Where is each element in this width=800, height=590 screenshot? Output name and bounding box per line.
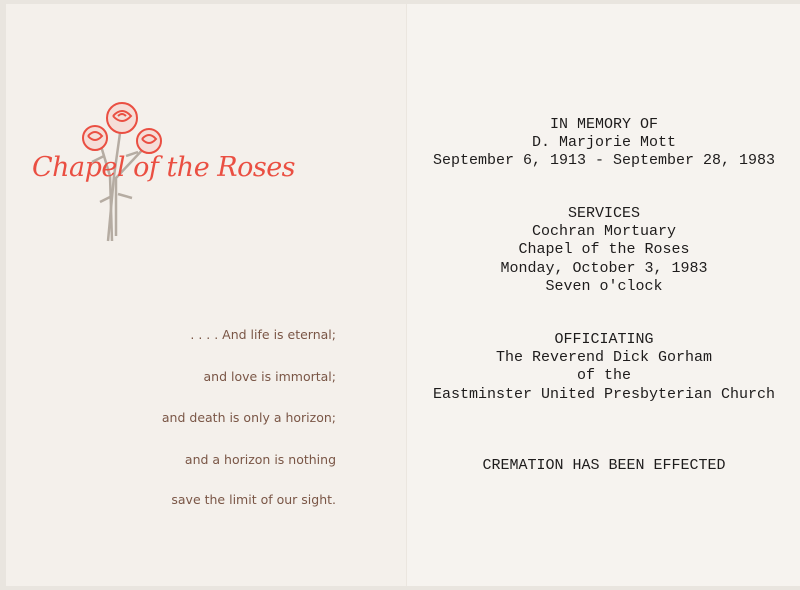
- officiating-section: [407, 331, 800, 404]
- services-line: Cochran Mortuary: [531, 223, 677, 241]
- services-heading: SERVICES: [567, 205, 640, 222]
- memory-section: [407, 116, 800, 171]
- memorial-card: [6, 4, 800, 586]
- poem-line: and a horizon is nothing: [184, 452, 336, 467]
- poem-line: . . . . And life is eternal;: [190, 327, 336, 342]
- life-dates: September 6, 1913 - September 28, 1983: [432, 152, 776, 170]
- right-panel: [406, 4, 800, 586]
- officiating-line: The Reverend Dick Gorham: [495, 349, 713, 367]
- poem-line: and death is only a horizon;: [161, 410, 336, 425]
- memory-heading: IN MEMORY OF: [549, 116, 659, 133]
- services-section: [407, 205, 800, 296]
- cremation-note: CREMATION HAS BEEN EFFECTED: [482, 457, 726, 474]
- officiating-heading: OFFICIATING: [554, 331, 654, 348]
- poem-line: save the limit of our sight.: [171, 492, 336, 507]
- services-line: Monday, October 3, 1983: [500, 259, 708, 277]
- deceased-name: D. Marjorie Mott: [531, 134, 677, 152]
- services-line: Chapel of the Roses: [518, 241, 690, 259]
- officiating-line: Eastminster United Presbyterian Church: [432, 385, 776, 403]
- chapel-logo-text: Chapel of the Roses: [32, 152, 296, 183]
- poem-line: and love is immortal;: [203, 369, 336, 384]
- services-line: Seven o'clock: [545, 277, 663, 295]
- officiating-line: of the: [576, 367, 631, 385]
